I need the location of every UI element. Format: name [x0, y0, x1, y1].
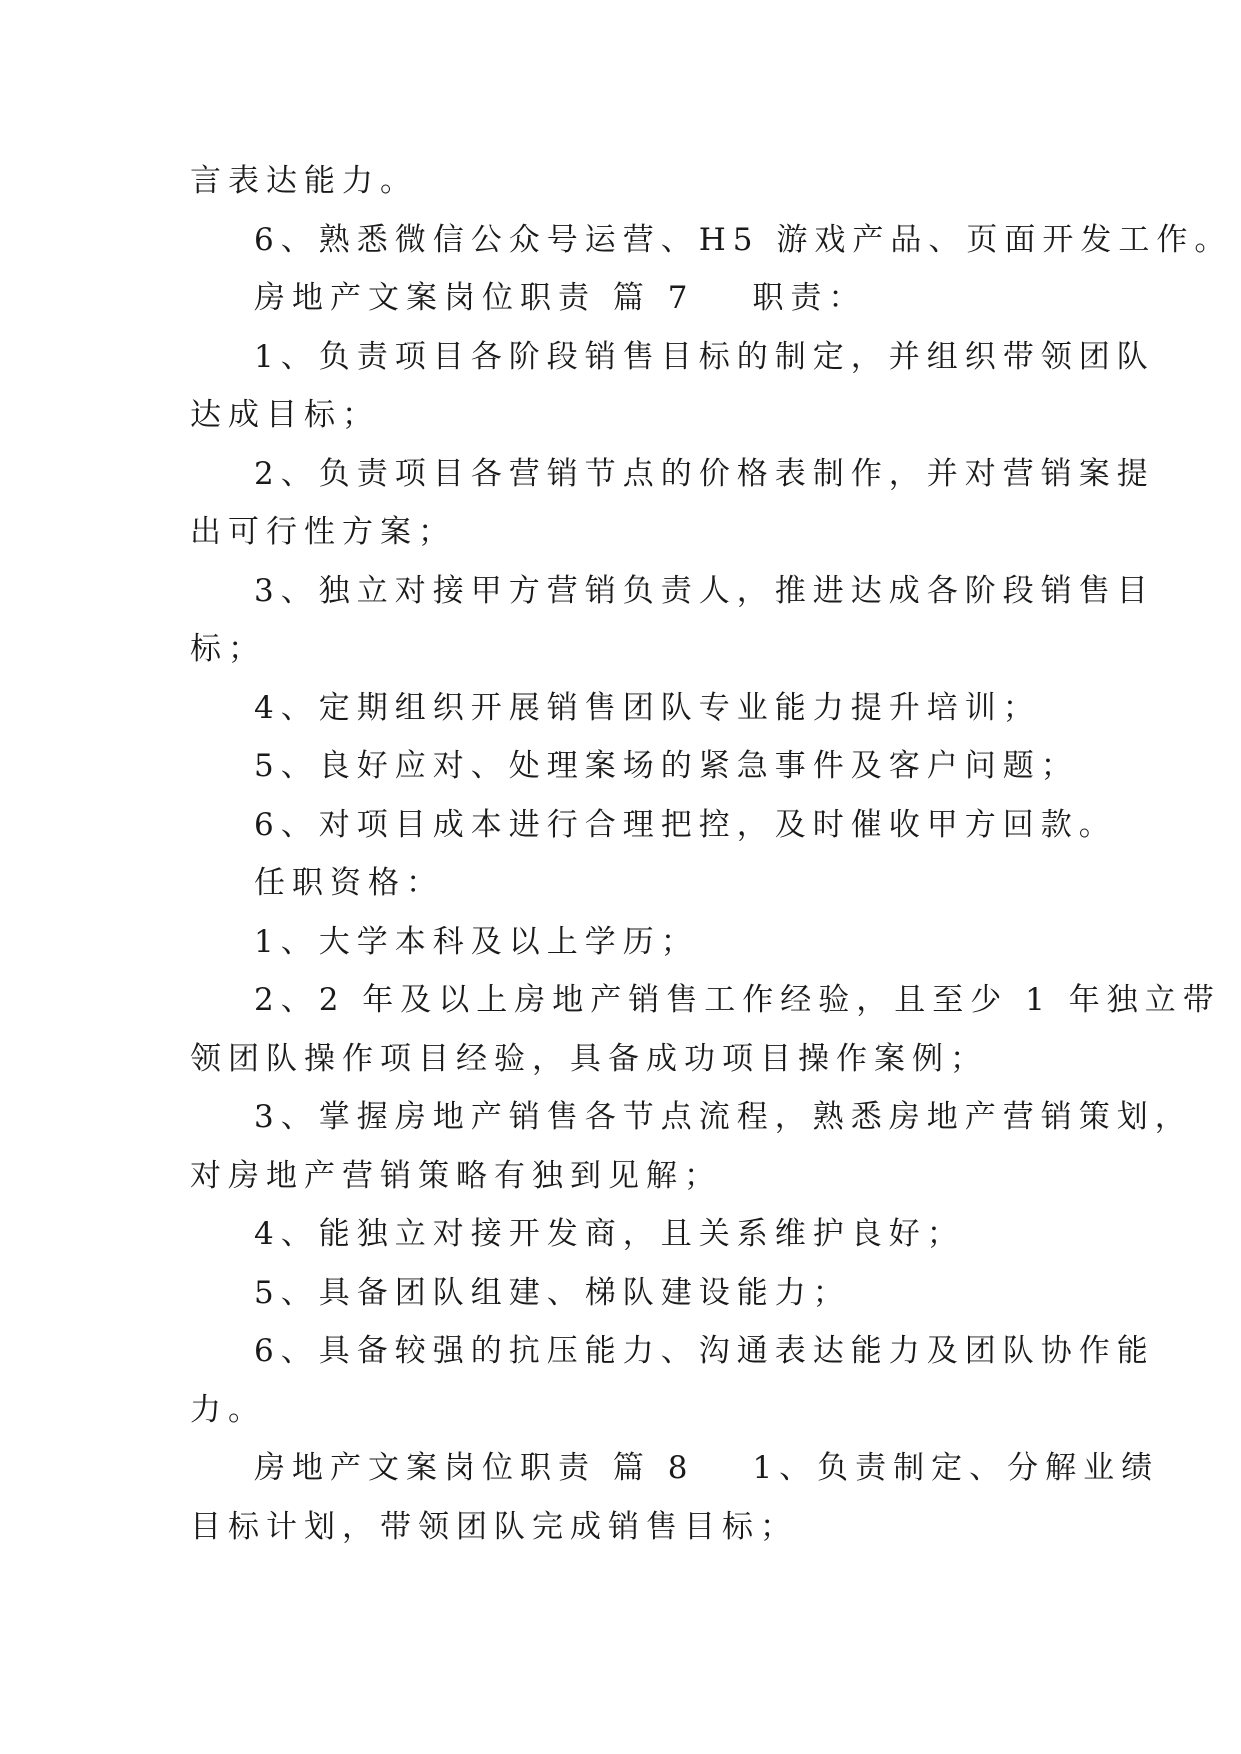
- text-line: 领团队操作项目经验，具备成功项目操作案例；: [190, 1040, 988, 1077]
- text-line: 4、能独立对接开发商，且关系维护良好；: [254, 1216, 965, 1252]
- text-line: 2、2 年及以上房地产销售工作经验，且至少 1 年独立带: [254, 982, 1221, 1018]
- text-line: 力。: [190, 1391, 266, 1428]
- text-line: 言表达能力。: [190, 163, 418, 199]
- section-heading-line: [190, 1439, 1160, 1498]
- text-line: 达成目标；: [190, 397, 380, 433]
- text-line: 6、具备较强的抗压能力、沟通表达能力及团队协作能: [254, 1333, 1155, 1369]
- text-line: 5、良好应对、处理案场的紧急事件及客户问题；: [254, 748, 1079, 784]
- text-line: 6、对项目成本进行合理把控，及时催收甲方回款。: [254, 806, 1117, 843]
- text-line: 出可行性方案；: [190, 514, 456, 550]
- text-line: 对房地产营销策略有独到见解；: [190, 1157, 722, 1194]
- text-line: 3、独立对接甲方营销负责人，推进达成各阶段销售目: [254, 572, 1155, 609]
- text-line: 目标计划，带领团队完成销售目标；: [190, 1508, 798, 1545]
- text-line: 5、具备团队组建、梯队建设能力；: [254, 1274, 851, 1311]
- text-line: 6、熟悉微信公众号运营、H5 游戏产品、页面开发工作。: [254, 221, 1233, 258]
- text-line: 4、定期组织开展销售团队专业能力提升培训；: [254, 689, 1041, 726]
- section-heading: 房地产文案岗位职责 篇 8: [254, 1450, 695, 1486]
- subheading-line: 任职资格：: [254, 865, 444, 901]
- text-line: 标；: [190, 631, 266, 667]
- section-heading-tail: 1、负责制定、分解业绩: [752, 1450, 1160, 1486]
- document-body: [190, 152, 1233, 1556]
- section-heading-tail: 职责：: [752, 280, 867, 316]
- text-line: 1、大学本科及以上学历；: [254, 923, 699, 960]
- text-line: 2、负责项目各营销节点的价格表制作，并对营销案提: [254, 455, 1155, 492]
- text-line: 1、负责项目各阶段销售目标的制定，并组织带领团队: [254, 338, 1155, 375]
- text-line: 3、掌握房地产销售各节点流程，熟悉房地产营销策划，: [254, 1099, 1193, 1135]
- section-heading-line: [190, 269, 1060, 328]
- section-heading: 房地产文案岗位职责 篇 7: [254, 280, 695, 316]
